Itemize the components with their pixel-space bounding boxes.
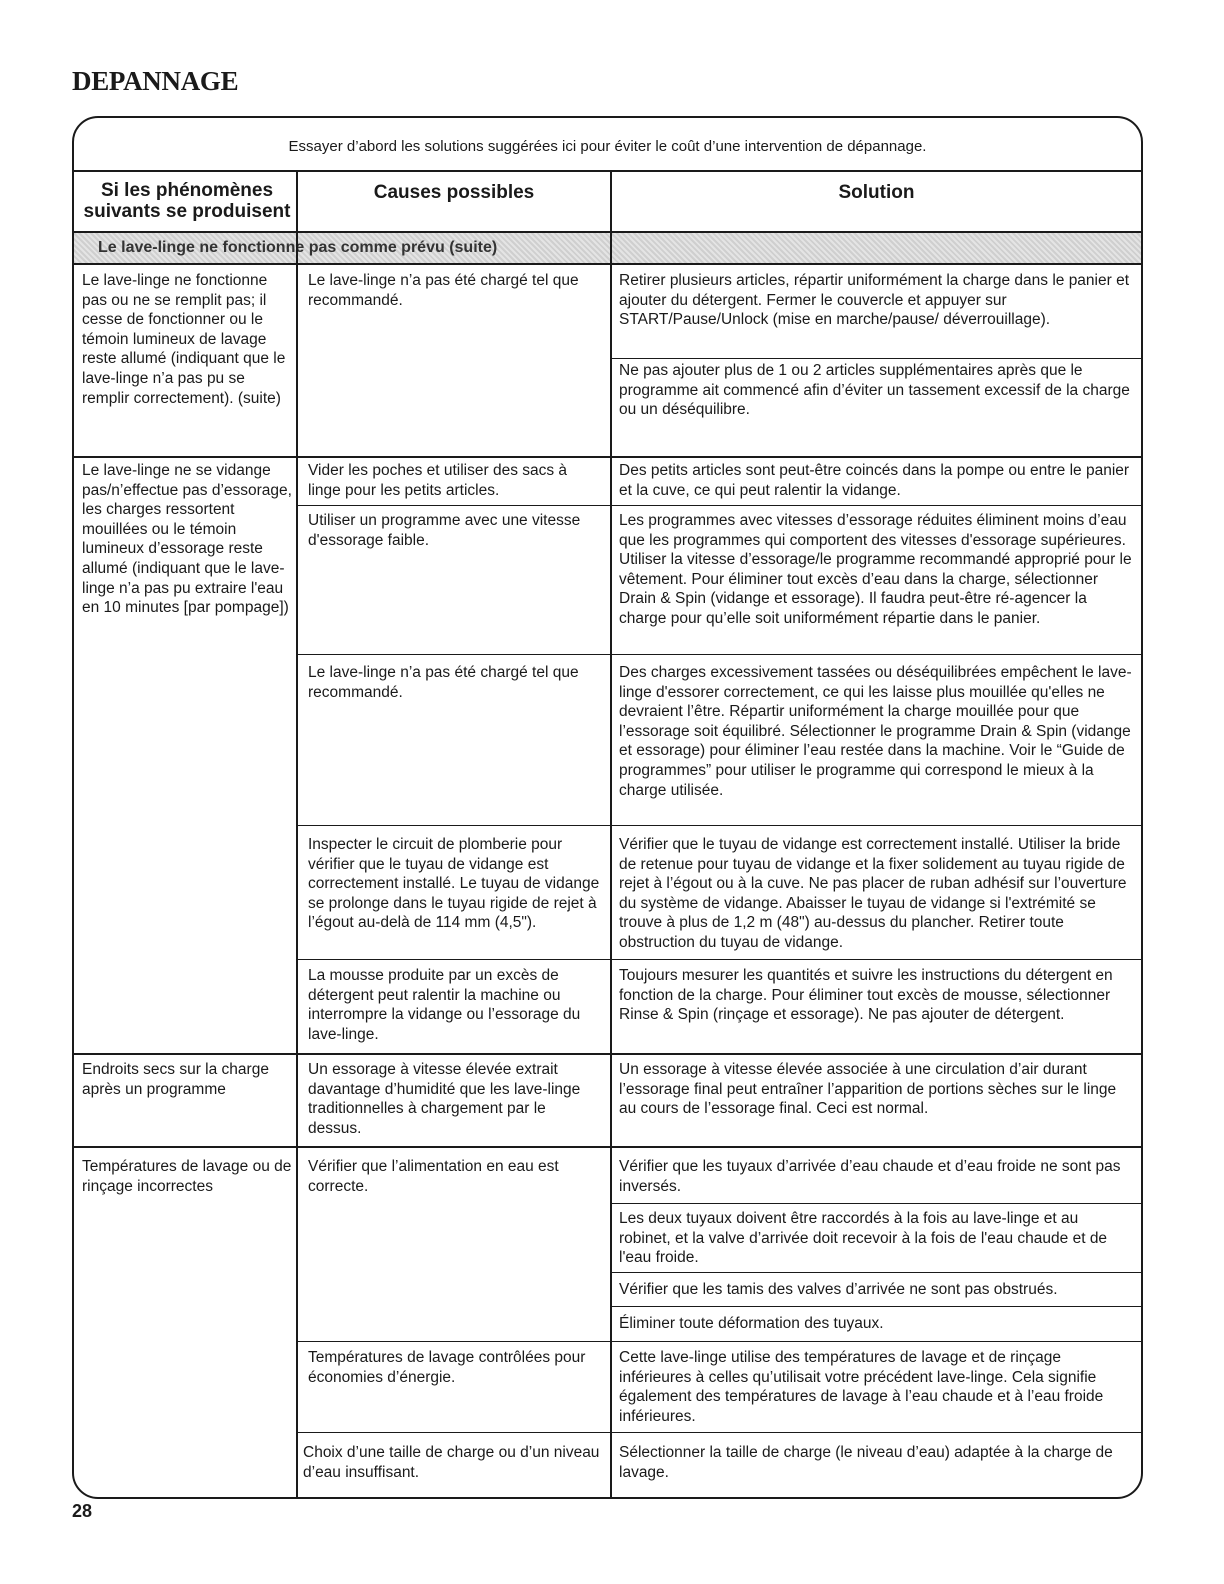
solution-cell: Sélectionner la taille de charge (le niveau d’eau) adaptée à la charge de lavage.: [619, 1444, 1113, 1481]
header-cause: Causes possibles: [373, 182, 535, 203]
page-title: DEPANNAGE: [72, 66, 239, 96]
cause-cell: La mousse produite par un excès de détergent peut ralentir la machine ou interrompre la vidange ou l’essorage du lave-linge.: [308, 967, 581, 1043]
solution-cell: Les deux tuyaux doivent être raccordés à la fois au lave-linge et au robinet, et la valve d’arrivée doit recevoir à la fois de l'eau chaude et de l'eau froide.: [619, 1210, 1108, 1267]
row-divider: [612, 1203, 1141, 1204]
intro-divider: [74, 170, 1141, 172]
header-solution: Solution: [838, 182, 915, 203]
header-symptom: Si les phénomènes suivants se produisent: [83, 180, 291, 222]
row-divider: [612, 358, 1141, 359]
solution-cell: Retirer plusieurs articles, répartir uniformément la charge dans le panier et ajouter du détergent. Fermer le couvercle et appuyer sur START/Pause/Unlock (mise en marche/pause/ déverrouillage).: [619, 272, 1130, 329]
symptom-cell: Le lave-linge ne fonctionne pas ou ne se remplit pas; il cesse de fonctionner ou le témoin lumineux de lavage reste allumé (indiquant que le lave-linge n’a pas pu se remplir correctement). (suite): [82, 272, 286, 407]
row-divider: [74, 1146, 1141, 1148]
row-divider: [74, 1053, 1141, 1055]
row-divider: [298, 505, 1141, 506]
cause-cell: Vider les poches et utiliser des sacs à linge pour les petits articles.: [308, 462, 568, 499]
row-divider: [298, 1341, 1141, 1342]
row-divider: [612, 1306, 1141, 1307]
cause-cell: Le lave-linge n’a pas été chargé tel que recommandé.: [308, 664, 579, 701]
cause-cell: Vérifier que l’alimentation en eau est correcte.: [308, 1158, 559, 1195]
section-banner: [74, 231, 1141, 265]
cause-cell: Inspecter le circuit de plomberie pour vérifier que le tuyau de vidange est correctement installé. Le tuyau de vidange se prolonge dans le tuyau rigide de rejet à l’égout au-delà de 114 mm (4,5").: [308, 836, 600, 932]
solution-cell: Des charges excessivement tassées ou déséquilibrées empêchent le lave-linge d'essorer correctement, ce qui les laisse plus mouillée qu'elles ne devraient l’être. Répartir uniformément la charge mouillée pour que l’essorage soit équilibré. Sélectionner le programme Drain & Spin (vidange et essorage) pour éliminer l’eau restée dans la machine. Voir le “Guide de programmes” pour utiliser le programme qui correspond le mieux à la charge utilisée.: [619, 664, 1132, 799]
page-number: 28: [72, 1501, 93, 1521]
solution-cell: Un essorage à vitesse élevée associée à une circulation d’air durant l’essorage final peut entraîner l’apparition de portions sèches sur le linge au cours de l’essorage final. Ceci est normal.: [619, 1061, 1117, 1118]
solution-cell: Éliminer toute déformation des tuyaux.: [619, 1315, 884, 1332]
symptom-cell: Températures de lavage ou de rinçage incorrectes: [82, 1158, 292, 1195]
solution-cell: Des petits articles sont peut-être coincés dans la pompe ou entre le panier et la cuve, ce qui peut ralentir la vidange.: [619, 462, 1130, 499]
solution-cell: Cette lave-linge utilise des températures de lavage et de rinçage inférieures à celles qu’utilisait votre précédent lave-linge. Cela signifie également des températures de lavage à l’eau chaude et à l’eau froide inférieures.: [619, 1349, 1104, 1425]
row-divider: [298, 959, 1141, 960]
row-divider: [612, 1272, 1141, 1273]
cause-cell: Utiliser un programme avec une vitesse d'essorage faible.: [308, 512, 581, 549]
cause-cell: Températures de lavage contrôlées pour économies d’énergie.: [308, 1349, 586, 1386]
solution-cell: Ne pas ajouter plus de 1 ou 2 articles supplémentaires après que le programme ait commencé afin d’éviter un tassement excessif de la charge ou un déséquilibre.: [619, 362, 1130, 419]
symptom-cell: Endroits secs sur la charge après un programme: [82, 1061, 269, 1098]
row-divider: [74, 456, 1141, 458]
cause-cell: Un essorage à vitesse élevée extrait davantage d’humidité que les lave-linge traditionnelles à chargement par le dessus.: [308, 1061, 581, 1137]
intro-text: Essayer d’abord les solutions suggérées ici pour éviter le coût d’une intervention de dépannage.: [288, 138, 927, 155]
column-divider: [296, 172, 298, 1497]
cause-cell: Choix d’une taille de charge ou d’un niveau d’eau insuffisant.: [303, 1444, 600, 1481]
solution-cell: Vérifier que les tuyaux d’arrivée d’eau chaude et d’eau froide ne sont pas inversés.: [619, 1158, 1121, 1195]
solution-cell: Vérifier que les tamis des valves d’arrivée ne sont pas obstrués.: [619, 1281, 1058, 1298]
solution-cell: Les programmes avec vitesses d’essorage réduites éliminent moins d’eau que les programmes qui comportent des vitesses d'essorage supérieures. Utiliser la vitesse d’essorage/le programme recommandé approprié pour le vêtement. Pour éliminer tout excès d’eau dans la charge, sélectionner Drain & Spin (vidange et essorage). Il faudra peut-être ré-agencer la charge pour qu’elle soit uniformément répartie dans le panier.: [619, 512, 1132, 627]
row-divider: [298, 654, 1141, 655]
column-divider: [610, 172, 612, 1497]
cause-cell: Le lave-linge n’a pas été chargé tel que recommandé.: [308, 272, 579, 309]
solution-cell: Toujours mesurer les quantités et suivre les instructions du détergent en fonction de la charge. Pour éliminer tout excès de mousse, sélectionner Rinse & Spin (rinçage et essorage). Ne pas ajouter de détergent.: [619, 967, 1113, 1024]
section-title: Le lave-linge ne fonctionne pas comme prévu (suite): [98, 239, 498, 256]
symptom-cell: Le lave-linge ne se vidange pas/n’effectue pas d’essorage, les charges ressortent mouillées ou le témoin lumineux d’essorage reste allumé (indiquant que le lave-linge n’a pas pu extraire l'eau en 10 minutes [par pompage]): [82, 462, 292, 617]
solution-cell: Vérifier que le tuyau de vidange est correctement installé. Utiliser la bride de retenue pour tuyau de vidange et la fixer solidement au tuyau rigide de rejet à l’égout ou à la cuve. Ne pas placer de ruban adhésif sur l’ouverture du système de vidange. Abaisser le tuyau de vidange si l'extrémité se trouve à plus de 1,2 m (48") au-dessus du plancher. Retirer toute obstruction du tuyau de vidange.: [619, 836, 1127, 951]
row-divider: [298, 825, 1141, 826]
row-divider: [298, 1432, 1141, 1433]
